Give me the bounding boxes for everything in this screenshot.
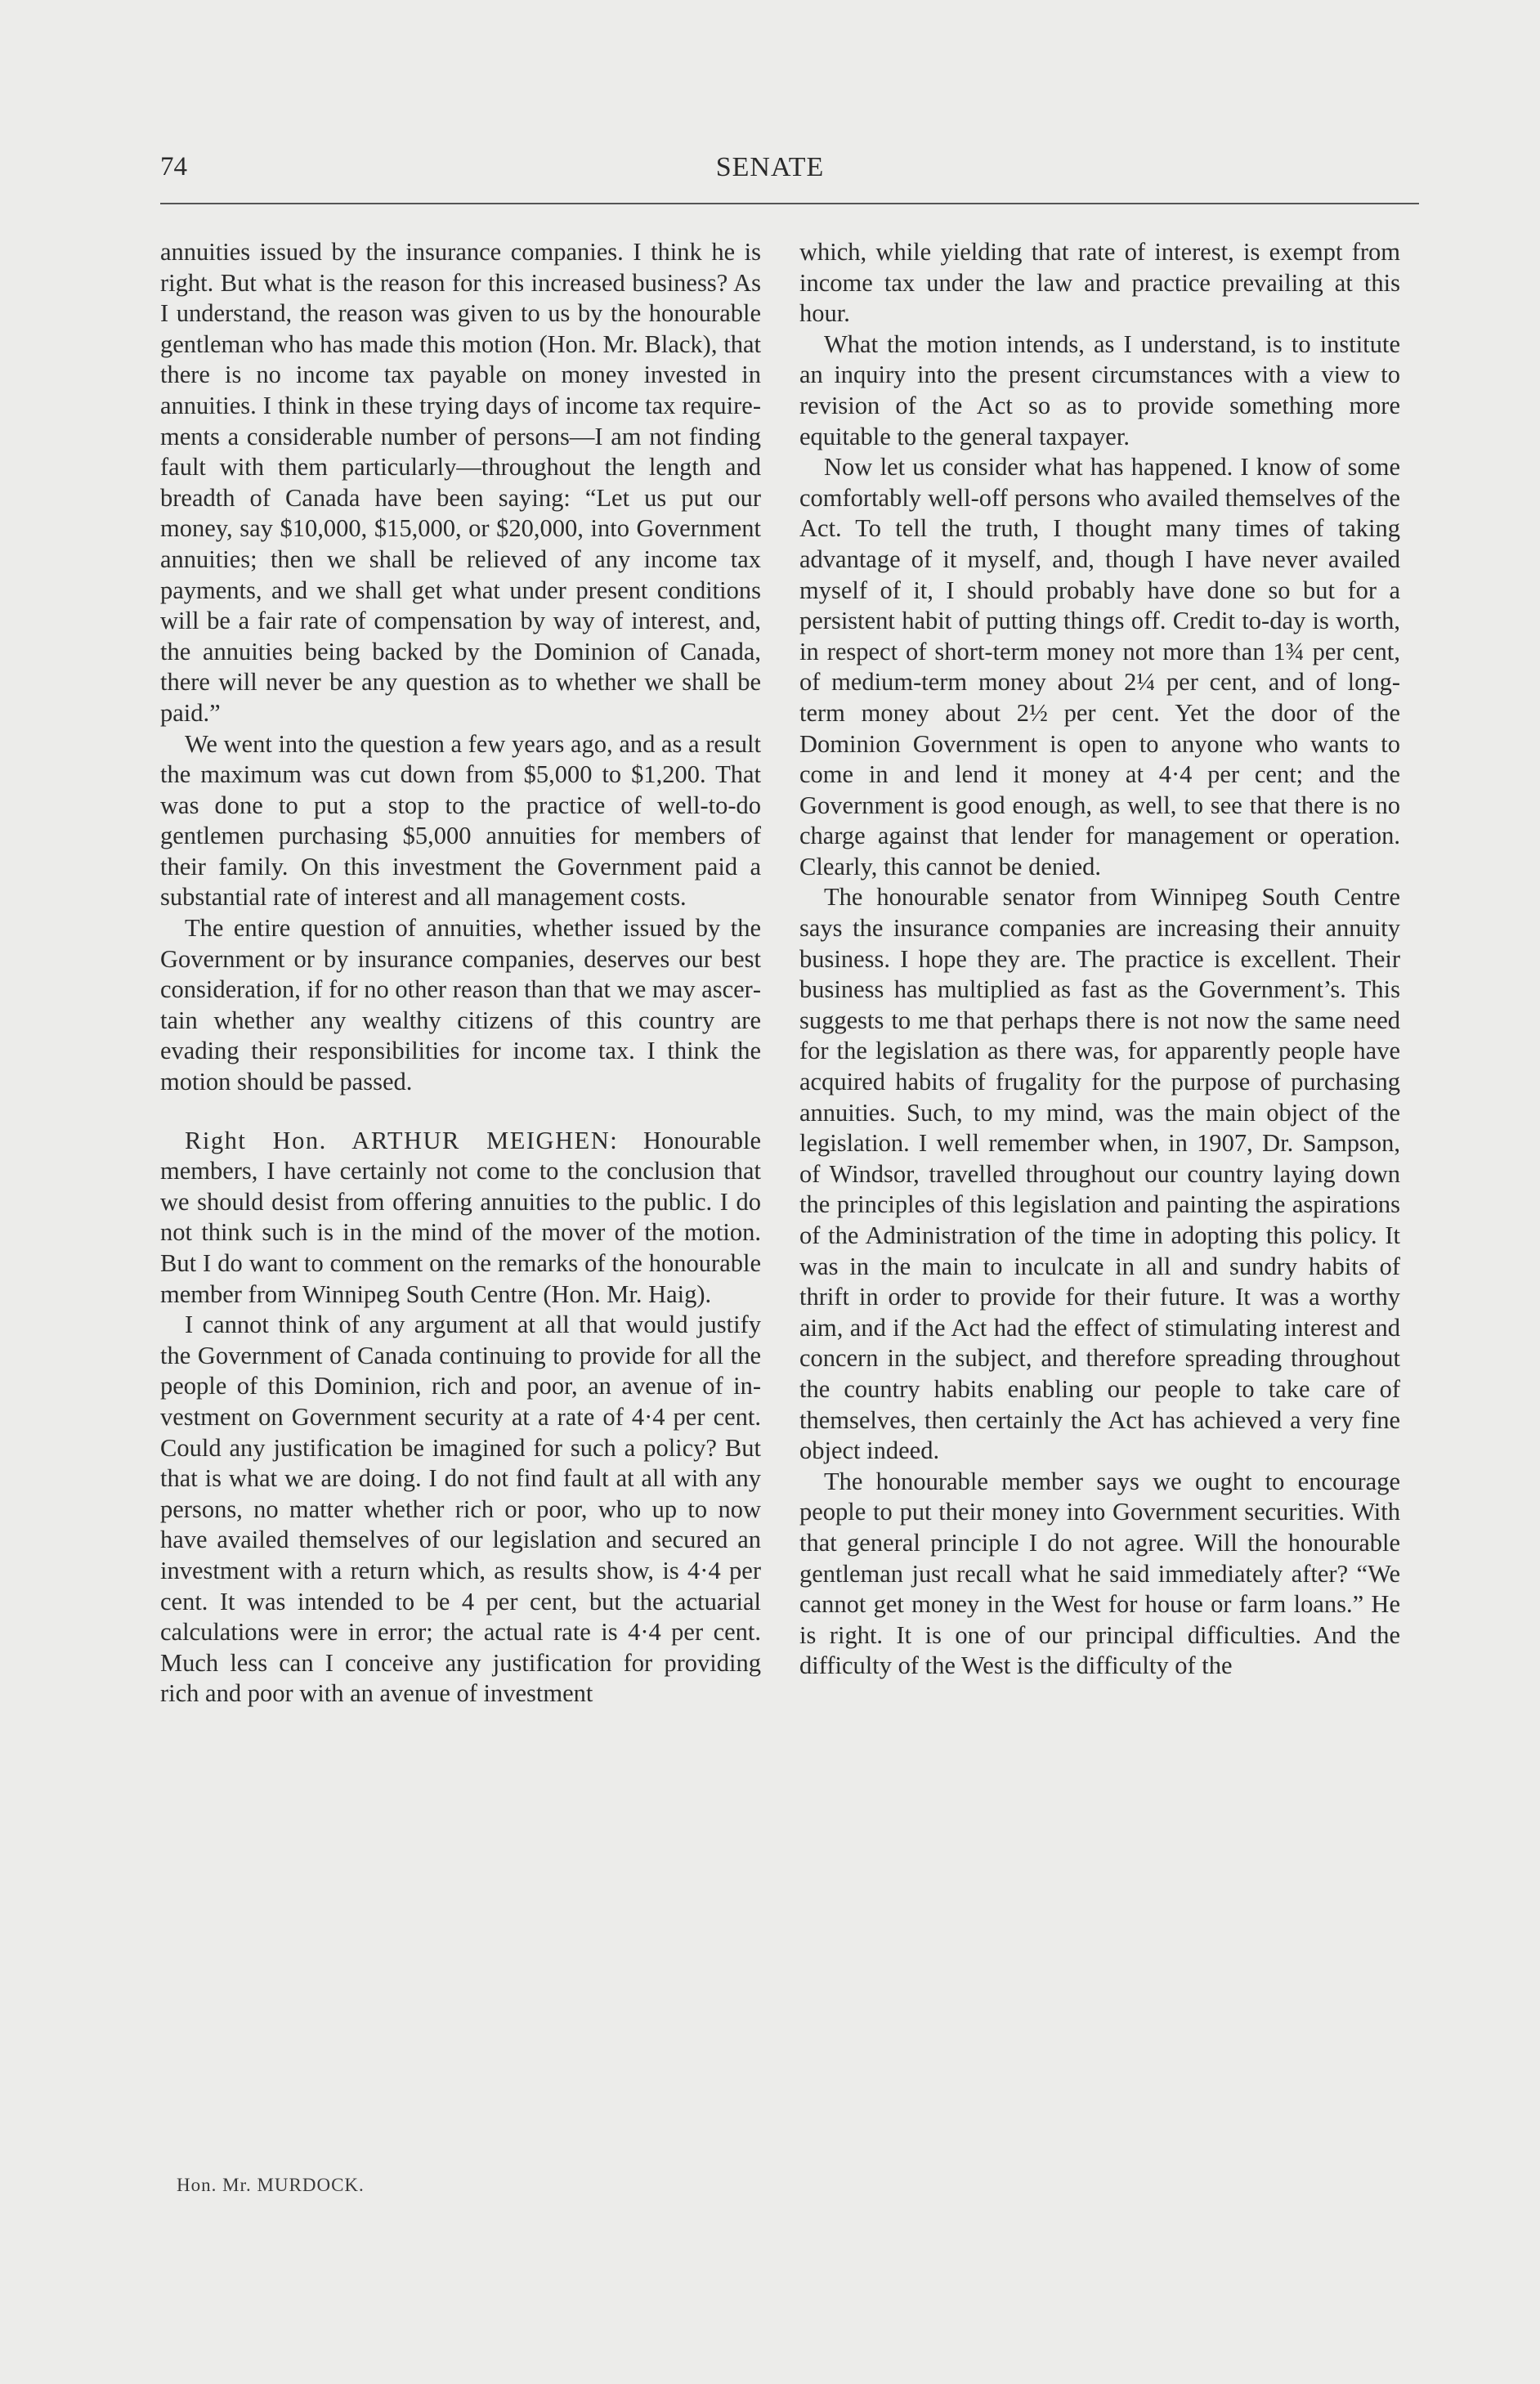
paragraph: The entire question of annuities, whether issued by the Government or by insurance companies, deserves our best consideration, if for no other reason than that we may ascertain whether any wealthy citizens of this country are evading their responsibilities for income tax. I think the motion should be passed. xyxy=(160,914,761,1096)
header-rule xyxy=(160,203,1419,204)
paragraph: I cannot think of any argument at all that would justify the Government of Canada continuing to provide for all the people of this Dominion, rich and poor, an avenue of investment on Government security at a rate of 4·4 per cent. Could any justification be imagined for such a policy? But that is what we are doing. I do not find fault at all with any persons, no matter whether rich or poor, who up to now have availed themselves of our legislation and secured an investment with a return which, as results show, is 4·4 per cent. It was intended to be 4 per cent, but the actuarial calculations were in error; the actual rate is 4·4 per cent. Much less can I conceive any justification for providing rich and poor with an avenue of investment xyxy=(160,1311,761,1708)
paragraph: Now let us consider what has happened. I know of some comfortably well-off persons who availed themselves of the Act. To tell the truth, I thought many times of taking advantage of it myself, and, though I have never availed myself of it, I should probably have done so but for a persistent habit of putting things off. Credit to-day is worth, in respect of short-term money not more than 1¾ per cent, of medium-term money about 2¼ per cent, and of long-term money about 2½ per cent. Yet the door of the Dominion Government is open to anyone who wants to come in and lend it money at 4·4 per cent; and the Government is good enough, as well, to see that there is no charge against that lender for management or operation. Clearly, this cannot be denied. xyxy=(799,453,1400,881)
page-title: SENATE xyxy=(715,152,825,182)
paragraph: The honourable member says we ought to encourage people to put their money into Government securities. With that general principle I do not agree. Will the honourable gentleman just recall what he said immediately after? “We cannot get money in the West for house or farm loans.” He is right. It is one of our principal difficulties. And the difficulty of the West is the difficulty of the xyxy=(799,1467,1400,1680)
page-number: 74 xyxy=(160,152,187,181)
paragraph: We went into the question a few years ago, and as a result the maximum was cut down from $5,000 to $1,200. That was done to put a stop to the practice of well-to-do gentlemen purchasing $5,000 annuities for members of their family. On this investment the Government paid a substantial rate of interest and all management costs. xyxy=(160,729,761,912)
paragraph: annuities issued by the insurance companies. I think he is right. But what is the reason for this increased business? As I understand, the reason was given to us by the honourable gentleman who has made this motion (Hon. Mr. Black), that there is no income tax payable on money invested in annuities. I think in these trying days of income tax requirements a considerable number of persons—I am not finding fault with them particularly—throughout the length and breadth of Canada have been saying: “Let us put our money, say $10,000, $15,000, or $20,000, into Government annuities; then we shall be relieved of any income tax payments, and we shall get what under present conditions will be a fair rate of compensation by way of interest, and, the annuities being backed by the Dominion of Canada, there will never be any question as to whether we shall be paid.” xyxy=(160,238,761,727)
speaker-name: Right Hon. ARTHUR MEIGHEN: xyxy=(185,1126,619,1154)
left-column xyxy=(160,237,761,1710)
paragraph: which, while yielding that rate of interest, is exempt from income tax under the law and practice prevailing at this hour. xyxy=(799,238,1400,328)
right-column xyxy=(799,237,1400,1682)
paragraph: The honourable senator from Winnipeg South Centre says the insurance companies are increasing their annuity business. I hope they are. The practice is excellent. Their business has multiplied as fast as the Government’s. This suggests to me that perhaps there is not now the same need for the legislation as there was, for apparently people have acquired habits of frugality for the purpose of purchasing annuities. Such, to my mind, was the main object of the legislation. I well remember when, in 1907, Dr. Sampson, of Windsor, travelled throughout our country laying down the principles of this legislation and painting the aspirations of the Administration of the time in adopting this policy. It was in the main to inculcate in all and sundry habits of thrift in order to provide for their future. It was a worthy aim, and if the Act had the effect of stimulating interest and concern in the subject, and therefore spreading throughout the country habits enabling our people to take care of themselves, then certainly the Act has achieved a very fine object indeed. xyxy=(799,883,1400,1465)
speech-paragraph xyxy=(160,1126,761,1311)
speaker-footnote: Hon. Mr. MURDOCK. xyxy=(177,2175,365,2195)
paragraph: What the motion intends, as I understand, is to institute an inquiry into the present circumstances with a view to revision of the Act so as to provide something more equitable to the general taxpayer. xyxy=(799,329,1400,450)
speech-text: Honourable members, I have certainly not come to the conclusion that we should desist from offering annuities to the public. I do not think such is in the mind of the mover of the motion. But I do want to comment on the remarks of the honourable member from Winnipeg South Centre (Hon. Mr. Haig). xyxy=(160,1126,761,1308)
